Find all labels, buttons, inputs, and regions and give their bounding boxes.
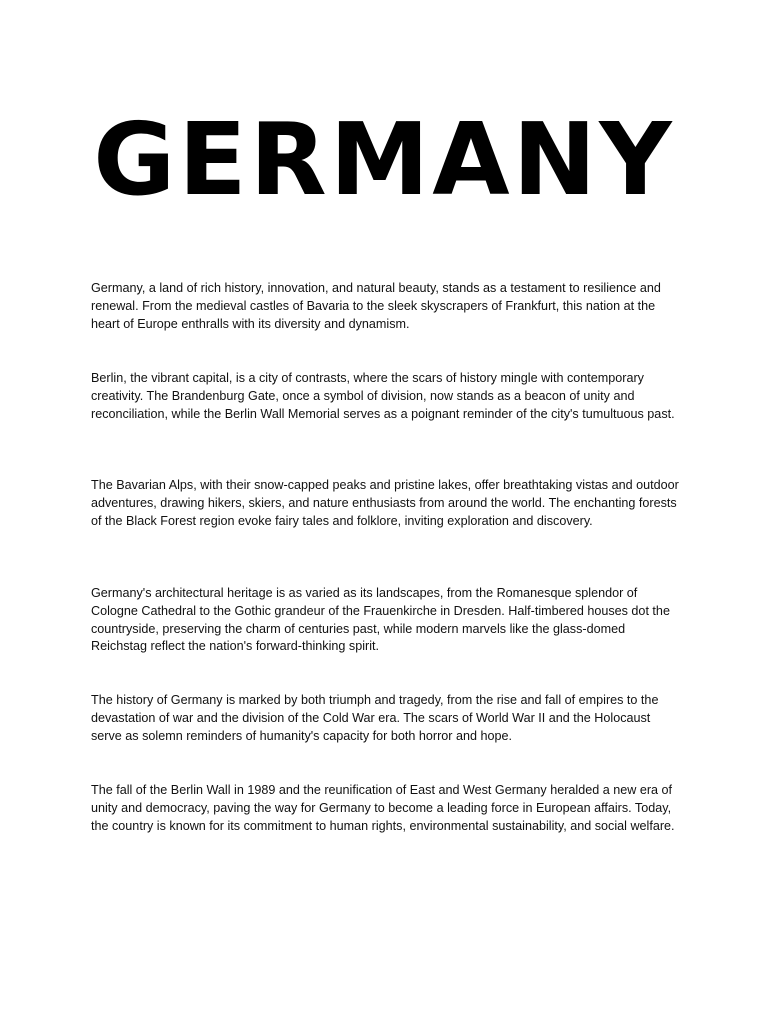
paragraph-bavarian-alps: The Bavarian Alps, with their snow-capped peaks and pristine lakes, offer breathtaking vistas and outdoor adventures, drawing hikers, skiers, and nature enthusiasts from around the world. The enchanting forests of the Black Forest region evoke fairy tales and folklore, inviting exploration and discovery. [91,478,679,528]
paragraph-berlin: Berlin, the vibrant capital, is a city of contrasts, where the scars of history mingle with contemporary creativity. The Brandenburg Gate, once a symbol of division, now stands as a beacon of unity and reconciliation, while the Berlin Wall Memorial serves as a poignant reminder of the city's tumultuous past. [91,371,675,421]
paragraph-architecture: Germany's architectural heritage is as varied as its landscapes, from the Romanesque splendor of Cologne Cathedral to the Gothic grandeur of the Frauenkirche in Dresden. Half-timbered houses dot the countryside, preserving the charm of centuries past, while modern marvels like the glass-domed Reichstag reflect the nation's forward-thinking spirit. [91,586,670,654]
document-title: GERMANY [93,101,675,218]
paragraph-intro: Germany, a land of rich history, innovation, and natural beauty, stands as a testament to resilience and renewal. From the medieval castles of Bavaria to the sleek skyscrapers of Frankfurt, this nation at the heart of Europe enthralls with its diversity and dynamism. [91,281,661,331]
paragraph-history: The history of Germany is marked by both triumph and tragedy, from the rise and fall of empires to the devastation of war and the division of the Cold War era. The scars of World War II and the Holocaust serve as solemn reminders of humanity's capacity for both horror and hope. [91,693,659,743]
paragraph-reunification: The fall of the Berlin Wall in 1989 and the reunification of East and West Germany heralded a new era of unity and democracy, paving the way for Germany to become a leading force in European affairs. Today, the country is known for its commitment to human rights, environmental sustainability, and social welfare. [91,783,675,833]
